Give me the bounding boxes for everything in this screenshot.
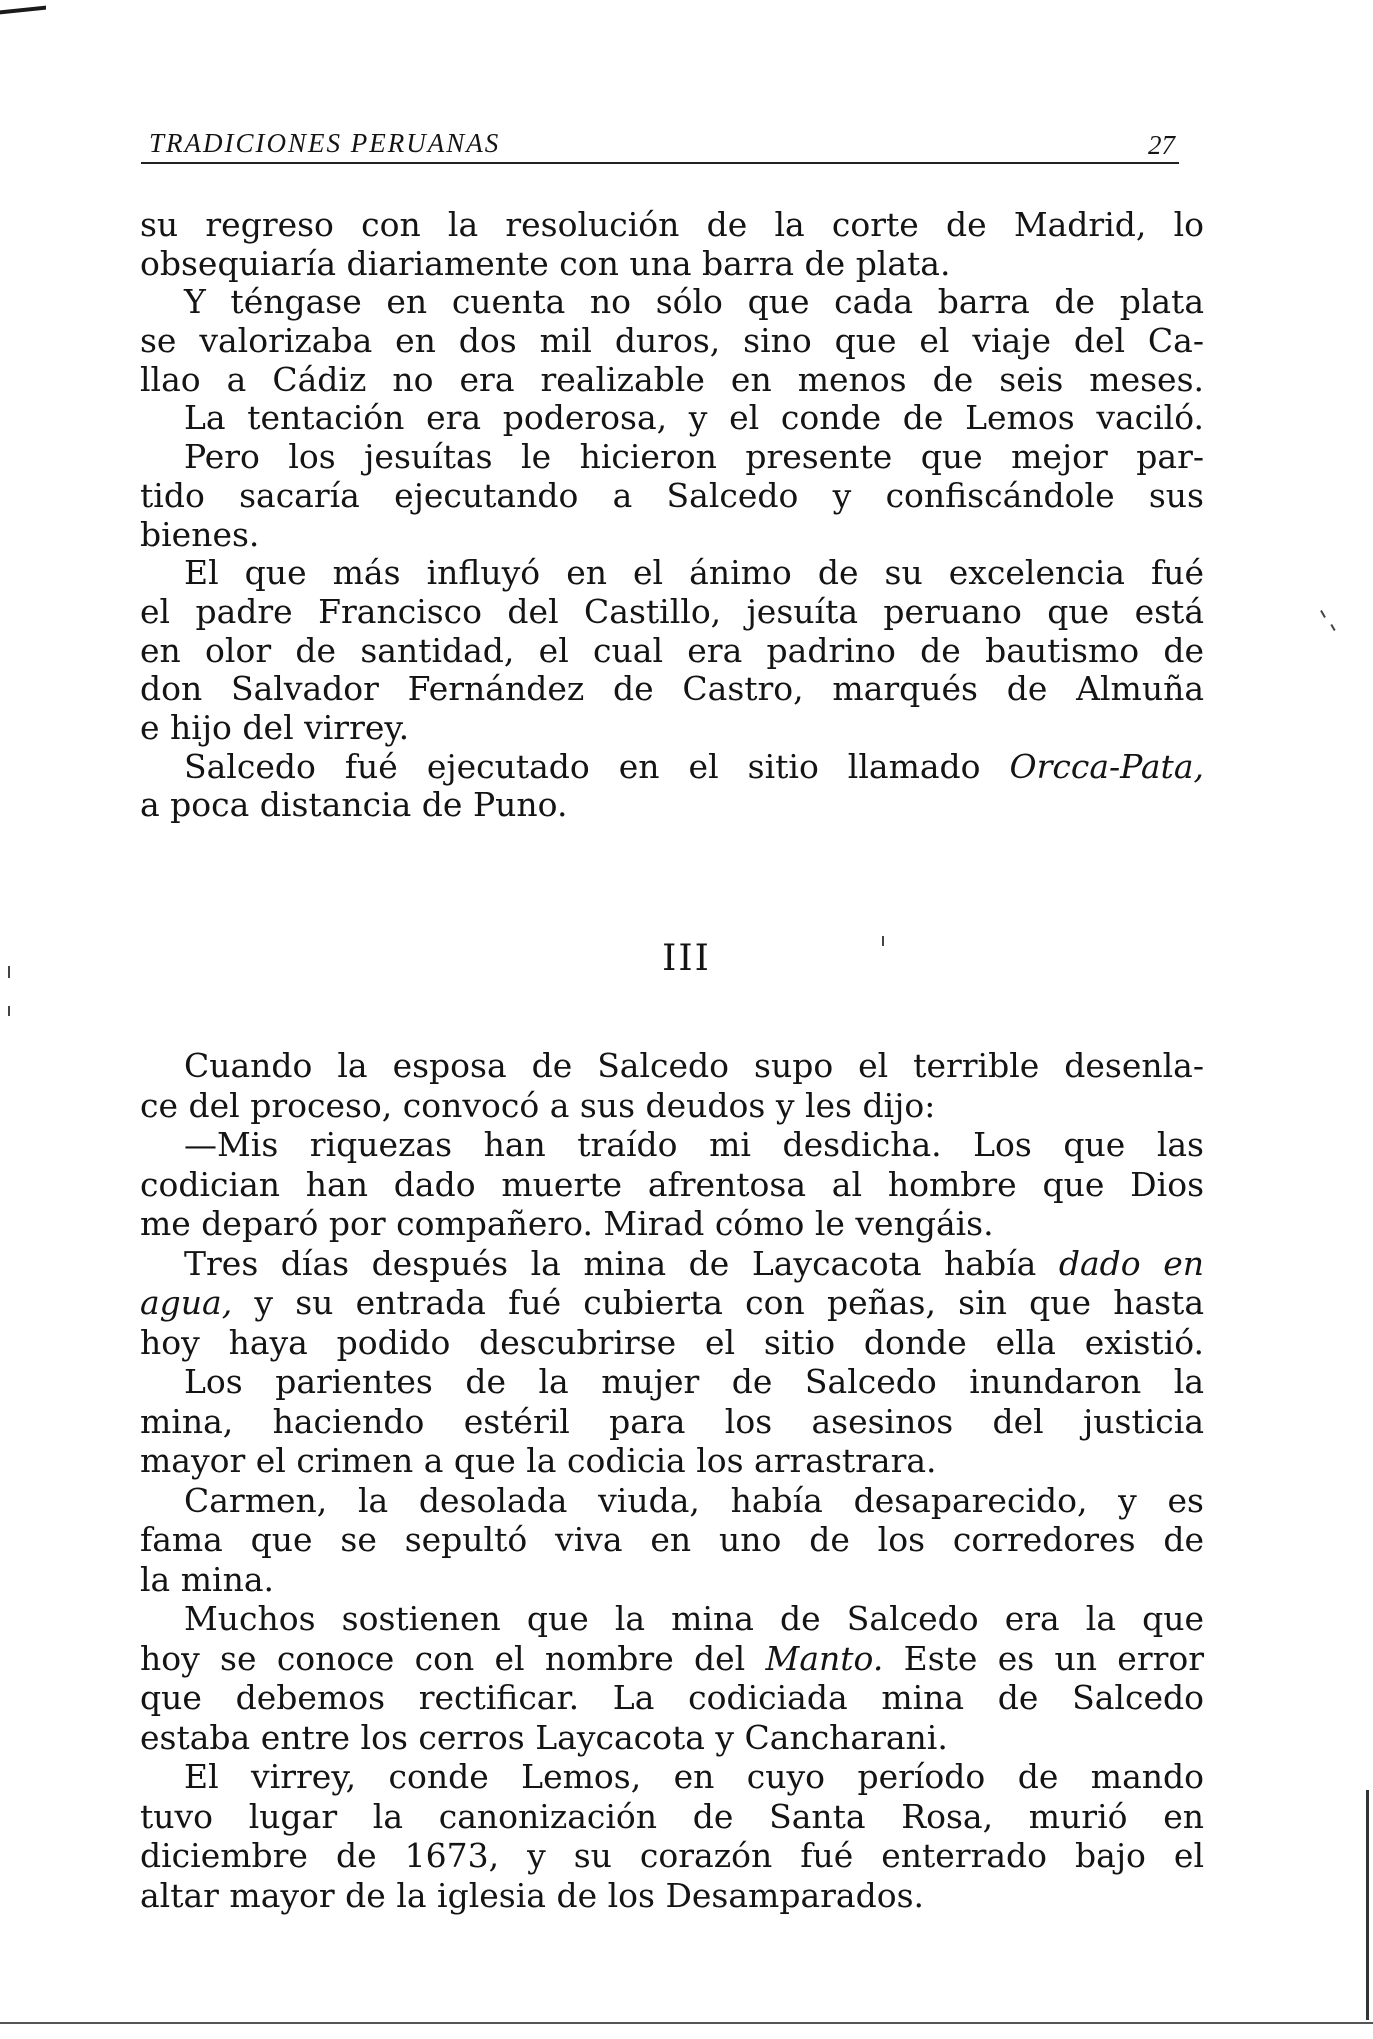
text-line: me deparó por compañero. Mirad cómo le vengáis. <box>140 1204 994 1243</box>
page-number: 27 <box>1148 130 1175 160</box>
text-line: Y téngase en cuenta no sólo que cada barra de plata <box>184 282 1204 322</box>
text-line: se valorizaba en dos mil duros, sino que el viaje del Ca- <box>140 321 1204 361</box>
scan-speck <box>1330 624 1335 631</box>
text-line <box>140 1244 1204 1284</box>
text-line: codician han dado muerte afrentosa al hombre que Dios <box>140 1164 1204 1204</box>
text-line: hoy haya podido descubrirse el sitio donde ella existió. <box>140 1322 1204 1362</box>
text-line: tuvo lugar la canonización de Santa Rosa, murió en <box>140 1796 1204 1836</box>
text-line: e hijo del virrey. <box>140 707 410 747</box>
text-line: tido sacaría ejecutando a Salcedo y confiscándole sus <box>140 475 1204 515</box>
text-block-after-section <box>140 1046 1204 1915</box>
text-line <box>140 1283 1204 1323</box>
text-line: El que más influyó en el ánimo de su excelencia fué <box>184 553 1204 593</box>
running-head: TRADICIONES PERUANAS <box>149 128 501 158</box>
scan-corner-mark <box>0 6 46 15</box>
text-segment: hoy se conoce con el nombre del <box>140 1638 766 1678</box>
text-line: diciembre de 1673, y su corazón fué enterrado bajo el <box>140 1836 1204 1875</box>
text-line: que debemos rectificar. La codiciada mina de Salcedo <box>140 1678 1204 1717</box>
scan-speck <box>1320 610 1326 618</box>
scan-speck <box>8 966 10 978</box>
page-edge <box>1366 1790 1369 2020</box>
text-line: La tentación era poderosa, y el conde de Lemos vaciló. <box>184 398 1204 438</box>
text-line: mayor el crimen a que la codicia los arrastrara. <box>140 1441 937 1480</box>
italic-place-name: Orcca-Pata, <box>1009 746 1204 786</box>
text-line: altar mayor de la iglesia de los Desamparados. <box>140 1875 924 1915</box>
text-segment: Este es un error <box>883 1638 1205 1678</box>
text-line: mina, haciendo estéril para los asesinos del justicia <box>140 1401 1204 1441</box>
text-line: El virrey, conde Lemos, en cuyo período de mando <box>184 1757 1204 1796</box>
text-segment: y su entrada fué cubierta con peñas, sin que hasta <box>232 1283 1204 1322</box>
text-line: la mina. <box>140 1559 274 1599</box>
text-segment: Tres días después la mina de Laycacota había <box>184 1243 1059 1283</box>
text-line: obsequiaría diariamente con una barra de plata. <box>140 243 951 283</box>
text-line: Carmen, la desolada viuda, había desaparecido, y es <box>184 1480 1204 1520</box>
text-line: Muchos sostienen que la mina de Salcedo era la que <box>184 1599 1204 1638</box>
text-line: llao a Cádiz no era realizable en menos de seis meses. <box>140 359 1204 399</box>
text-line: Pero los jesuítas le hicieron presente que mejor par- <box>184 437 1204 477</box>
text-line: —Mis riquezas han traído mi desdicha. Los que las <box>184 1125 1204 1164</box>
text-line <box>140 1639 1204 1679</box>
text-line: su regreso con la resolución de la corte de Madrid, lo <box>140 205 1204 244</box>
text-line: bienes. <box>140 514 260 554</box>
page-bottom-edge <box>0 2022 1373 2024</box>
text-segment: Salcedo fué ejecutado en el sitio llamado <box>184 746 1010 786</box>
scan-speck <box>8 1006 10 1016</box>
text-line: fama que se sepultó viva en uno de los corredores de <box>140 1520 1204 1559</box>
text-line <box>140 748 1204 787</box>
italic-phrase: agua, <box>140 1283 233 1322</box>
text-line: el padre Francisco del Castillo, jesuíta peruano que está <box>140 591 1204 631</box>
text-line: Cuando la esposa de Salcedo supo el terrible desenla- <box>184 1046 1204 1085</box>
text-line: a poca distancia de Puno. <box>140 785 568 825</box>
text-line: ce del proceso, convocó a sus deudos y les dijo: <box>140 1085 936 1125</box>
italic-phrase: dado en <box>1058 1243 1204 1283</box>
section-heading: III <box>662 938 711 979</box>
text-line: don Salvador Fernández de Castro, marqués de Almuña <box>140 669 1204 709</box>
text-line: Los parientes de la mujer de Salcedo inundaron la <box>184 1362 1204 1401</box>
italic-mine-name: Manto. <box>765 1638 884 1678</box>
text-line: estaba entre los cerros Laycacota y Cancharani. <box>140 1717 948 1757</box>
page-header <box>141 128 1179 164</box>
text-block-before-section <box>140 206 1204 825</box>
scan-speck <box>882 936 884 946</box>
text-line: en olor de santidad, el cual era padrino de bautismo de <box>140 630 1204 670</box>
